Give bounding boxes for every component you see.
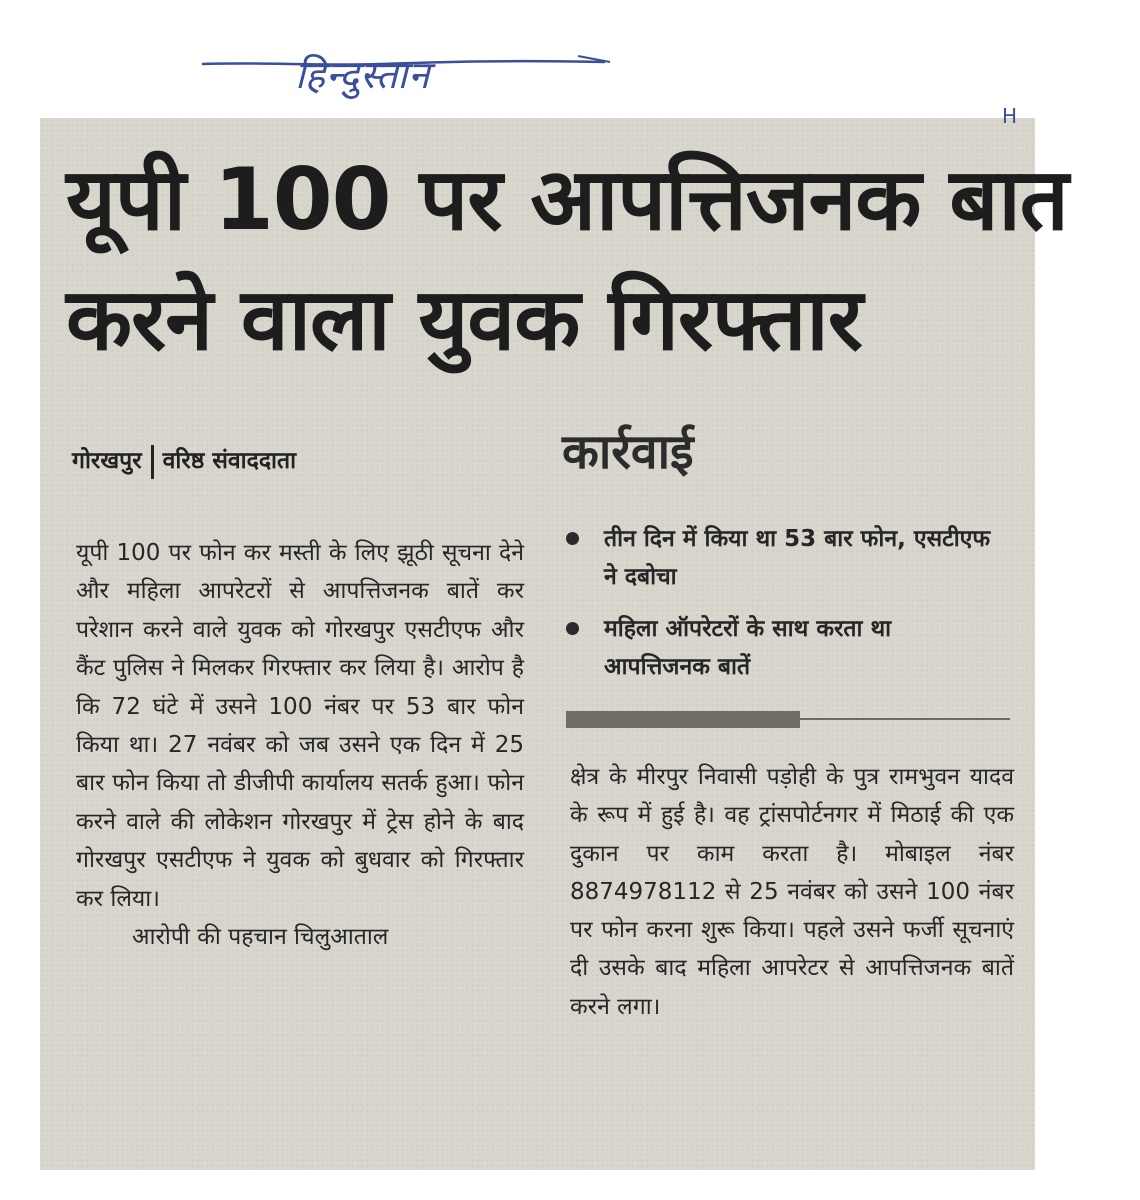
bullet-icon <box>566 532 579 545</box>
article-column-right: क्षेत्र के मीरपुर निवासी पड़ोही के पुत्र रामभुवन यादव के रूप में हुई है। वह ट्रांसपोर्टनगर में मिठाई की एक दुकान पर काम करता है। मोबाइल नंबर 8874978112 से 25 नवंबर को उसने 100 नंबर पर फोन करना शुरू किया। पहले उसने फर्जी सूचनाएं दी उसके बाद महिला आपरेटर से आपत्तिजनक बातें करने लगा। <box>570 764 1014 1020</box>
article-paragraph-2-start: आरोपी की पहचान चिलुआताल <box>132 924 389 951</box>
byline-separator <box>151 445 154 479</box>
reporter-credit: वरिष्ठ संवाददाता <box>162 448 297 474</box>
highlight-text: महिला ऑपरेटरों के साथ करता था आपत्तिजनक बातें <box>604 616 892 680</box>
edition-mark: H <box>1002 104 1018 128</box>
headline-line-1: यूपी 100 पर आपत्तिजनक बात <box>66 150 1068 250</box>
sidebar-title: कार्रवाई <box>562 424 694 480</box>
bullet-icon <box>566 622 579 635</box>
headline-line-2: करने वाला युवक गिरफ्तार <box>66 270 862 370</box>
highlight-item <box>560 610 1000 686</box>
article-column-left <box>76 534 524 956</box>
highlight-text: तीन दिन में किया था 53 बार फोन, एसटीएफ ने दबोचा <box>604 526 991 590</box>
highlight-item <box>560 520 1000 596</box>
byline <box>72 443 296 479</box>
article-paragraph-1: यूपी 100 पर फोन कर मस्ती के लिए झूठी सूचना देने और महिला आपरेटरों से आपत्तिजनक बातें कर परेशान करने वाले युवक को गोरखपुर एसटीएफ और कैंट पुलिस ने मिलकर गिरफ्तार कर लिया है। आरोप है कि 72 घंटे में उसने 100 नंबर पर 53 बार फोन किया था। 27 नवंबर को जब उसने एक दिन में 25 बार फोन किया तो डीजीपी कार्यालय सतर्क हुआ। फोन करने वाले की लोकेशन गोरखपुर में ट्रेस होने के बाद गोरखपुर एसटीएफ ने युवक को बुधवार को गिरफ्तार कर लिया। <box>76 540 524 912</box>
section-rule-bar <box>566 711 800 728</box>
headline <box>66 140 1068 380</box>
masthead-handwriting: हिन्दुस्तान <box>295 53 431 97</box>
handwritten-masthead <box>200 42 620 102</box>
highlights-list <box>560 520 1000 700</box>
section-rule-line <box>800 718 1010 720</box>
dateline-city: गोरखपुर <box>72 448 142 474</box>
